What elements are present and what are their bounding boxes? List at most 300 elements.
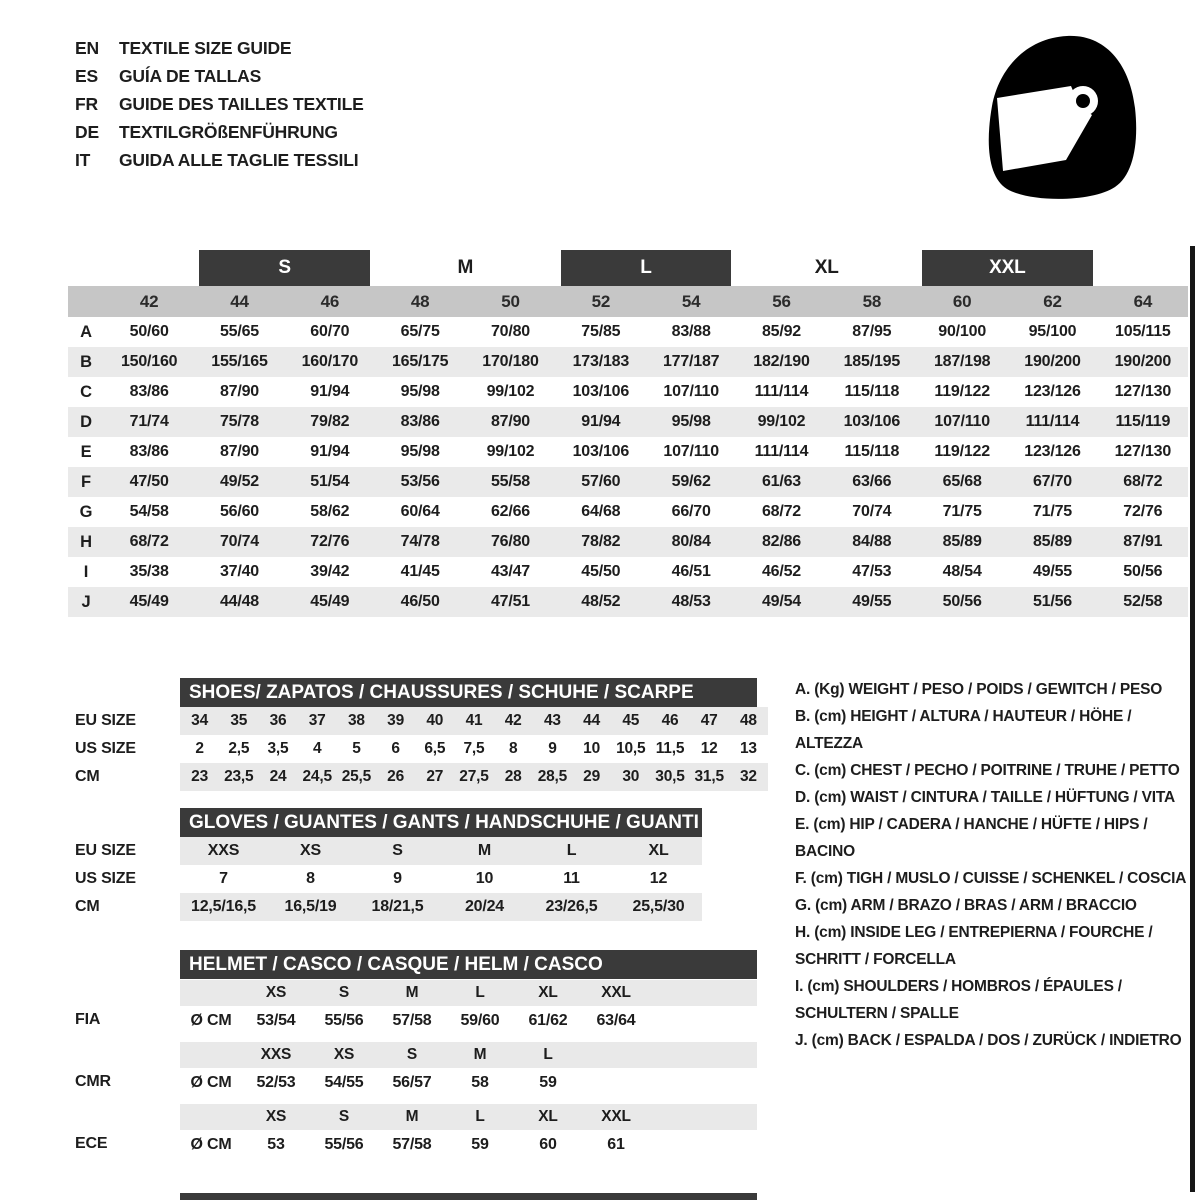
value-cell: 56/57: [392, 1074, 432, 1091]
shoes-eu-band: [180, 707, 768, 735]
value-cell: 29: [583, 768, 601, 785]
value-cell: 45: [622, 712, 640, 729]
value-cell: 10: [583, 740, 601, 757]
value-cell: 91/94: [310, 383, 350, 400]
row-label: CM: [75, 768, 100, 785]
size-label: S: [338, 984, 350, 1001]
value-cell: 87/90: [219, 383, 260, 400]
value-cell: 70/80: [490, 323, 531, 340]
value-cell: 57/58: [392, 1136, 432, 1153]
value-cell: 90/100: [938, 323, 987, 340]
value-cell: 11,5: [655, 740, 685, 757]
value-cell: XXS: [207, 842, 240, 859]
value-cell: 23: [191, 768, 209, 785]
size-group-s: S: [199, 250, 370, 286]
value-cell: 76/80: [490, 533, 531, 550]
value-cell: 165/175: [391, 353, 449, 370]
fia-sizes-row: [75, 980, 757, 1006]
value-cell: 103/106: [572, 383, 630, 400]
value-cell: L: [566, 842, 577, 859]
numeric-size-band: [68, 286, 1188, 317]
value-cell: 2: [195, 740, 204, 757]
size-group-xl: XL: [814, 257, 839, 278]
value-cell: 41/45: [400, 563, 440, 580]
size-label: XXS: [260, 1046, 292, 1063]
value-cell: 70/74: [852, 503, 892, 520]
value-cell: 16,5/19: [284, 898, 337, 915]
gloves-section-header: GLOVES / GUANTES / GANTS / HANDSCHUHE / GUANTI: [180, 808, 702, 837]
value-cell: 39: [387, 712, 405, 729]
value-cell: 47/51: [490, 593, 531, 610]
value-cell: 3,5: [267, 740, 289, 757]
value-cell: 48/54: [942, 563, 982, 580]
value-cell: 95/98: [400, 383, 440, 400]
value-cell: 52/58: [1123, 593, 1163, 610]
value-cell: 27,5: [459, 768, 489, 785]
value-cell: 107/110: [934, 413, 990, 430]
value-cell: 111/114: [1025, 413, 1080, 430]
value-cell: 127/130: [1114, 443, 1172, 460]
value-cell: 46/51: [671, 563, 711, 580]
ece-sizes-row: [75, 1104, 757, 1130]
value-cell: 91/94: [581, 413, 621, 430]
row-letter: E: [80, 443, 92, 461]
lang-row-de: [75, 118, 364, 146]
value-cell: 87/90: [490, 413, 531, 430]
size-label: 62: [1043, 292, 1062, 311]
value-cell: 51/56: [1032, 593, 1073, 610]
value-cell: 49/55: [852, 593, 892, 610]
size-label: M: [473, 1046, 487, 1063]
value-cell: 80/84: [671, 533, 711, 550]
value-cell: 50/60: [129, 323, 169, 340]
value-cell: 105/115: [1115, 323, 1171, 340]
value-cell: 58/62: [310, 503, 350, 520]
value-cell: 45/50: [581, 563, 621, 580]
value-cell: 68/72: [129, 533, 169, 550]
value-cell: 67/70: [1032, 473, 1073, 490]
row-label-spacer: [75, 1042, 180, 1068]
size-label: 52: [591, 292, 611, 311]
row-label: CM: [75, 898, 100, 915]
row-letter: H: [80, 533, 92, 551]
size-label: XS: [333, 1046, 355, 1063]
value-cell: 24: [269, 768, 287, 785]
racing-helmet-icon: [976, 30, 1146, 200]
lang-code: EN: [75, 38, 99, 58]
value-cell: 72/76: [1123, 503, 1163, 520]
gloves-us-band: [180, 865, 702, 893]
value-cell: 45/49: [129, 593, 169, 610]
language-title-list: [75, 34, 364, 174]
unit-label: Ø CM: [190, 1136, 232, 1153]
value-cell: 83/88: [671, 323, 711, 340]
value-cell: 48/52: [581, 593, 621, 610]
row-letter: J: [81, 593, 91, 611]
measure-row-c: [68, 377, 1188, 407]
value-cell: 23,5: [224, 768, 254, 785]
value-cell: 12: [700, 740, 718, 757]
value-cell: 35: [230, 712, 248, 729]
value-cell: 26: [387, 768, 405, 785]
lang-code: IT: [75, 150, 91, 170]
size-label: 60: [952, 292, 972, 311]
row-label: US SIZE: [75, 740, 136, 757]
value-cell: 127/130: [1114, 383, 1172, 400]
fia-values-row: [75, 1006, 757, 1036]
row-label-spacer: [75, 1104, 180, 1130]
size-label: 58: [862, 292, 882, 311]
value-cell: 9: [393, 870, 402, 887]
value-cell: 49/52: [219, 473, 260, 490]
value-cell: 49/54: [761, 593, 802, 610]
measurement-legend: [795, 676, 1193, 1054]
size-label: L: [475, 984, 485, 1001]
value-cell: 60/64: [400, 503, 440, 520]
standard-label: FIA: [75, 1011, 101, 1028]
value-cell: 23/26,5: [545, 898, 598, 915]
value-cell: 68/72: [761, 503, 802, 520]
value-cell: 65/75: [400, 323, 440, 340]
shoes-size-table: [75, 707, 768, 791]
legend-item: H. (cm) INSIDE LEG / ENTREPIERNA / FOURCHE / SCHRITT / FORCELLA: [795, 924, 1153, 968]
value-cell: 65/68: [942, 473, 982, 490]
value-cell: 51/54: [310, 473, 350, 490]
value-cell: 11: [563, 870, 580, 887]
gloves-size-table: [75, 837, 702, 921]
size-label: XL: [538, 1108, 558, 1125]
value-cell: 44: [583, 712, 601, 729]
value-cell: 43/47: [490, 563, 531, 580]
value-cell: 123/126: [1024, 383, 1081, 400]
size-group-xxl: XXL: [922, 250, 1093, 286]
measure-row-e: [68, 437, 1188, 467]
value-cell: 107/110: [663, 443, 719, 460]
value-cell: 20/24: [464, 898, 505, 915]
value-cell: 95/98: [400, 443, 440, 460]
legend-item: E. (cm) HIP / CADERA / HANCHE / HÜFTE / HIPS / BACINO: [795, 816, 1148, 860]
size-label: S: [406, 1046, 418, 1063]
value-cell: 111/114: [754, 443, 809, 460]
value-cell: 55/56: [324, 1136, 364, 1153]
size-label: XL: [538, 984, 558, 1001]
value-cell: 8: [306, 870, 315, 887]
value-cell: 85/89: [1032, 533, 1073, 550]
value-cell: 53/54: [256, 1012, 296, 1029]
value-cell: 48/53: [671, 593, 711, 610]
value-cell: 115/119: [1115, 413, 1171, 430]
row-label: EU SIZE: [75, 712, 136, 729]
value-cell: 59: [471, 1136, 489, 1153]
gloves-cm-row: [75, 893, 702, 921]
size-label: 64: [1133, 292, 1153, 311]
value-cell: 53/56: [400, 473, 440, 490]
value-cell: 38: [347, 712, 365, 729]
value-cell: 63/66: [852, 473, 892, 490]
value-cell: 60: [539, 1136, 557, 1153]
value-cell: 83/86: [129, 383, 169, 400]
value-cell: 74/78: [400, 533, 440, 550]
value-cell: 18/21,5: [371, 898, 424, 915]
row-label-spacer: [75, 980, 180, 1006]
shoes-us-row: [75, 735, 768, 763]
value-cell: 111/114: [754, 383, 809, 400]
measure-row-i: [68, 557, 1188, 587]
lang-row-fr: [75, 90, 364, 118]
value-cell: 41: [465, 712, 483, 729]
unit-spacer: [180, 1042, 242, 1068]
value-cell: 123/126: [1024, 443, 1081, 460]
value-cell: 103/106: [843, 413, 901, 430]
fia-sizes-band: [180, 980, 757, 1006]
value-cell: 8: [508, 740, 518, 757]
measure-row-a: [68, 317, 1188, 347]
value-cell: XS: [300, 842, 321, 859]
value-cell: 82/86: [761, 533, 802, 550]
value-cell: 39/42: [310, 563, 350, 580]
value-cell: 9: [548, 740, 557, 757]
value-cell: [582, 1068, 650, 1098]
value-cell: 24,5: [302, 768, 332, 785]
value-cell: 71/75: [942, 503, 982, 520]
legend-item: C. (cm) CHEST / PECHO / POITRINE / TRUHE / PETTO: [795, 762, 1180, 779]
value-cell: 46: [661, 712, 679, 729]
legend-item: F. (cm) TIGH / MUSLO / CUISSE / SCHENKEL / COSCIA: [795, 870, 1187, 887]
value-cell: 28,5: [537, 768, 568, 785]
lang-title: TEXTILE SIZE GUIDE: [119, 38, 292, 58]
value-cell: 59: [539, 1074, 557, 1091]
value-cell: 40: [426, 712, 444, 729]
row-letter: F: [81, 473, 91, 491]
size-label: XS: [265, 984, 287, 1001]
legend-item: J. (cm) BACK / ESPALDA / DOS / ZURÜCK / INDIETRO: [795, 1032, 1182, 1049]
value-cell: 37/40: [219, 563, 260, 580]
size-group-l: L: [561, 250, 732, 286]
clothing-size-table: [68, 250, 1188, 617]
standard-label: CMR: [75, 1073, 111, 1090]
value-cell: 190/200: [1114, 353, 1172, 370]
size-label: XS: [265, 1108, 287, 1125]
value-cell: 12: [649, 870, 668, 887]
shoes-section-header: SHOES/ ZAPATOS / CHAUSSURES / SCHUHE / SCARPE: [180, 678, 757, 707]
value-cell: 99/102: [486, 383, 535, 400]
value-cell: 87/95: [852, 323, 892, 340]
value-cell: 155/165: [211, 353, 268, 370]
value-cell: 185/195: [843, 353, 901, 370]
size-label: 46: [320, 292, 340, 311]
lang-row-it: [75, 146, 364, 174]
value-cell: 4: [312, 740, 322, 757]
measure-row-d: [68, 407, 1188, 437]
value-cell: 10: [475, 870, 494, 887]
value-cell: 37: [308, 712, 326, 729]
measure-row-g: [68, 497, 1188, 527]
shoes-cm-band: [180, 763, 768, 791]
value-cell: XL: [648, 842, 669, 859]
size-label: 50: [501, 292, 520, 311]
value-cell: 107/110: [663, 383, 719, 400]
value-cell: 10,5: [616, 740, 646, 757]
legend-item: D. (cm) WAIST / CINTURA / TAILLE / HÜFTUNG / VITA: [795, 789, 1175, 806]
value-cell: 55/56: [324, 1012, 364, 1029]
value-cell: 34: [191, 712, 209, 729]
unit-spacer: [180, 1104, 242, 1130]
helmet-size-table: [75, 980, 757, 1166]
value-cell: 61/63: [761, 473, 802, 490]
shoes-cm-row: [75, 763, 768, 791]
value-cell: 47/53: [852, 563, 892, 580]
value-cell: 91/94: [310, 443, 350, 460]
value-cell: 46/52: [761, 563, 802, 580]
value-cell: 75/78: [219, 413, 260, 430]
shoes-eu-row: [75, 707, 768, 735]
value-cell: 44/48: [219, 593, 260, 610]
value-cell: 32: [739, 768, 757, 785]
value-cell: 95/100: [1028, 323, 1077, 340]
lang-title: GUÍA DE TALLAS: [119, 66, 262, 86]
value-cell: 28: [504, 768, 522, 785]
lang-code: FR: [75, 94, 98, 114]
size-label: [582, 1042, 650, 1068]
value-cell: 95/98: [671, 413, 711, 430]
value-cell: 50/56: [942, 593, 982, 610]
value-cell: 25,5/30: [632, 898, 685, 915]
value-cell: 59/60: [460, 1012, 500, 1029]
value-cell: 6: [391, 740, 400, 757]
value-cell: 53: [267, 1136, 285, 1153]
legend-item: I. (cm) SHOULDERS / HOMBROS / ÉPAULES / SCHULTERN / SPALLE: [795, 978, 1122, 1022]
value-cell: 57/60: [581, 473, 621, 490]
value-cell: 35/38: [129, 563, 169, 580]
value-cell: 43: [543, 712, 561, 729]
value-cell: 7: [219, 870, 228, 887]
lang-title: GUIDA ALLE TAGLIE TESSILI: [119, 150, 359, 170]
row-letter: D: [80, 413, 92, 431]
helmet-section-header: HELMET / CASCO / CASQUE / HELM / CASCO: [180, 950, 757, 979]
lang-row-es: [75, 62, 364, 90]
value-cell: 83/86: [400, 413, 440, 430]
size-label: L: [543, 1046, 553, 1063]
row-letter: B: [80, 353, 92, 371]
legend-item: G. (cm) ARM / BRAZO / BRAS / ARM / BRACCIO: [795, 897, 1137, 914]
value-cell: 31,5: [694, 768, 724, 785]
cmr-sizes-row: [75, 1042, 757, 1068]
value-cell: 64/68: [581, 503, 621, 520]
row-label: EU SIZE: [75, 842, 136, 859]
value-cell: 54/58: [129, 503, 169, 520]
value-cell: 72/76: [310, 533, 350, 550]
value-cell: M: [477, 842, 492, 859]
ece-values-row: [75, 1130, 757, 1160]
gloves-eu-band: [180, 837, 702, 865]
value-cell: 49/55: [1032, 563, 1073, 580]
value-cell: 85/92: [761, 323, 802, 340]
value-cell: 61: [607, 1136, 625, 1153]
value-cell: 115/118: [844, 383, 900, 400]
measure-row-j: [68, 587, 1188, 617]
row-letter: A: [80, 323, 92, 341]
value-cell: 47: [700, 712, 718, 729]
value-cell: 68/72: [1123, 473, 1163, 490]
value-cell: 84/88: [852, 533, 892, 550]
size-label: 56: [772, 292, 791, 311]
value-cell: 71/75: [1032, 503, 1073, 520]
value-cell: 119/122: [934, 443, 990, 460]
lang-code: DE: [75, 122, 99, 142]
value-cell: 12,5/16,5: [191, 898, 256, 915]
value-cell: 115/118: [844, 443, 900, 460]
value-cell: 103/106: [572, 443, 630, 460]
value-cell: 55/58: [490, 473, 531, 490]
size-label: XXL: [601, 1108, 631, 1125]
value-cell: 187/198: [933, 353, 991, 370]
value-cell: 56/60: [219, 503, 260, 520]
size-group-m: M: [457, 257, 474, 278]
value-cell: 45/49: [310, 593, 350, 610]
value-cell: 30,5: [655, 768, 685, 785]
value-cell: 46/50: [400, 593, 440, 610]
gloves-cm-band: [180, 893, 702, 921]
value-cell: 5: [352, 740, 361, 757]
value-cell: 177/187: [662, 353, 720, 370]
value-cell: 99/102: [757, 413, 806, 430]
value-cell: 99/102: [486, 443, 535, 460]
row-letter: C: [80, 383, 92, 401]
size-label: M: [405, 1108, 419, 1125]
value-cell: 75/85: [581, 323, 621, 340]
value-cell: 36: [269, 712, 287, 729]
value-cell: 42: [504, 712, 522, 729]
value-cell: 61/62: [528, 1012, 568, 1029]
value-cell: 27: [426, 768, 444, 785]
bottom-cutoff-bar: [180, 1193, 757, 1200]
lang-code: ES: [75, 66, 98, 86]
size-label: 54: [681, 292, 701, 311]
value-cell: 48: [739, 712, 757, 729]
value-cell: 173/183: [572, 353, 630, 370]
value-cell: 60/70: [310, 323, 350, 340]
lang-title: GUIDE DES TAILLES TEXTILE: [119, 94, 364, 114]
fia-values-band: [180, 1006, 757, 1036]
value-cell: 87/91: [1123, 533, 1163, 550]
value-cell: 58: [471, 1074, 489, 1091]
value-cell: 52/53: [256, 1074, 296, 1091]
size-label: 42: [139, 292, 159, 311]
size-label: S: [338, 1108, 350, 1125]
value-cell: 55/65: [219, 323, 260, 340]
lang-row-en: [75, 34, 364, 62]
value-cell: 170/180: [482, 353, 539, 370]
size-label: XXL: [601, 984, 631, 1001]
ece-values-band: [180, 1130, 757, 1160]
standard-label: ECE: [75, 1135, 108, 1152]
value-cell: 63/64: [596, 1012, 636, 1029]
value-cell: 79/82: [310, 413, 350, 430]
value-cell: 70/74: [219, 533, 260, 550]
value-cell: 25,5: [341, 768, 372, 785]
value-cell: 119/122: [934, 383, 990, 400]
gloves-us-row: [75, 865, 702, 893]
value-cell: 50/56: [1123, 563, 1163, 580]
value-cell: 160/170: [301, 353, 359, 370]
value-cell: 30: [622, 768, 640, 785]
value-cell: 150/160: [120, 353, 178, 370]
ece-sizes-band: [180, 1104, 757, 1130]
value-cell: 59/62: [671, 473, 711, 490]
value-cell: 87/90: [219, 443, 260, 460]
unit-label: Ø CM: [190, 1012, 232, 1029]
measure-row-f: [68, 467, 1188, 497]
